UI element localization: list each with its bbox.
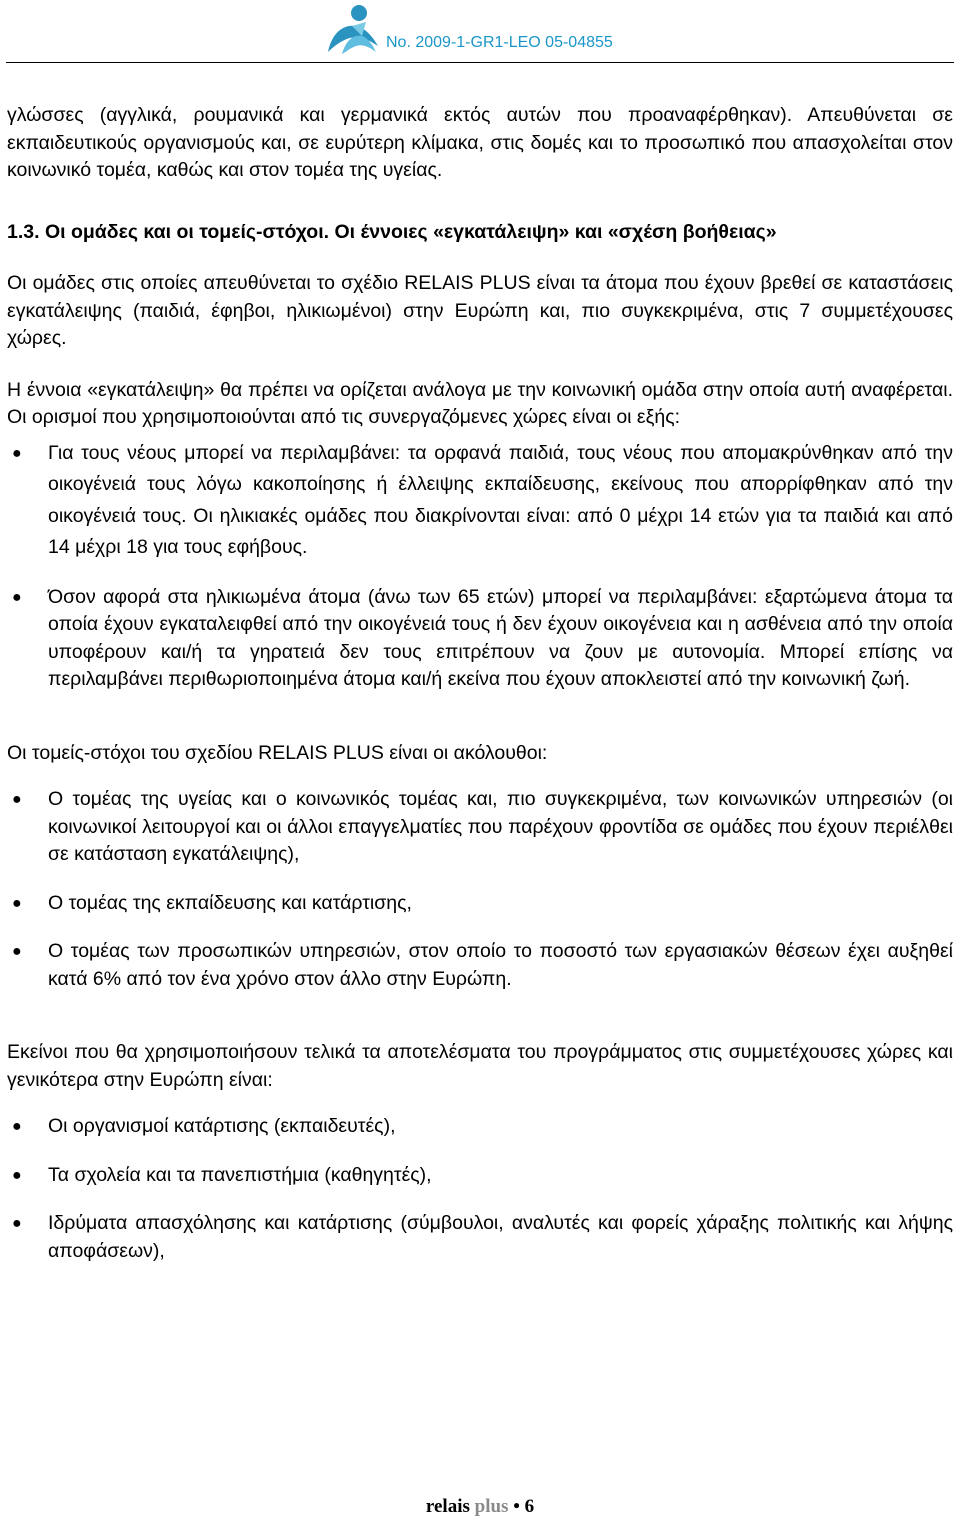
list-item bbox=[7, 1162, 953, 1190]
list-item bbox=[7, 786, 953, 869]
list-item bbox=[7, 584, 953, 694]
list-item-text: Ιδρύματα απασχόλησης και κατάρτισης (σύμβουλοι, αναλυτές και φορείς χάραξης πολιτικής και λήψης αποφάσεων), bbox=[48, 1212, 953, 1262]
header-divider bbox=[6, 62, 954, 63]
bullet-icon: ● bbox=[12, 1166, 22, 1184]
footer-brand-relais: relais bbox=[425, 1496, 470, 1517]
page-header bbox=[0, 0, 960, 66]
definition-list bbox=[7, 438, 953, 694]
list-item bbox=[7, 1210, 953, 1265]
bullet-icon: ● bbox=[12, 943, 22, 960]
section-heading: 1.3. Οι ομάδες και οι τομείς-στόχοι. Οι έννοιες «εγκατάλειψη» και «σχέση βοήθειας» bbox=[7, 220, 777, 243]
bullet-icon: ● bbox=[12, 1118, 22, 1135]
list-item bbox=[7, 1113, 953, 1141]
target-sectors-paragraph: Οι τομείς-στόχοι του σχεδίου RELAIS PLUS είναι οι ακόλουθοι: bbox=[7, 741, 548, 764]
list-item-text: Ο τομέας των προσωπικών υπηρεσιών, στον οποίο το ποσοστό των εργασιακών θέσεων έχει αυξηθεί κατά 6% από τον ένα χρόνο στον άλλο στην Ευρώπη. bbox=[48, 940, 953, 990]
list-item-text: Για τους νέους μπορεί να περιλαμβάνει: τα ορφανά παιδιά, τους νέους που απομακρύνθηκαν από την οικογένειά τους λόγω κακοποίησης ή έλλειψης εκπαίδευσης, εκείνους που απορρίφθηκαν από την οικογένειά τους. Οι ηλικιακές ομάδες που διακρίνονται είναι: από 0 μέχρι 14 ετών για τα παιδιά και από 14 μέχρι 18 για τους εφήβους. bbox=[48, 441, 953, 558]
end-users-list bbox=[7, 1113, 953, 1265]
sectors-list bbox=[7, 786, 953, 993]
page-number: 6 bbox=[524, 1496, 535, 1517]
bullet-icon: ● bbox=[12, 791, 22, 808]
bullet-icon: ● bbox=[12, 444, 22, 462]
list-item-text: Τα σχολεία και τα πανεπιστήμια (καθηγητές), bbox=[48, 1163, 432, 1186]
target-groups-paragraph: Οι ομάδες στις οποίες απευθύνεται το σχέδιο RELAIS PLUS είναι τα άτομα που έχουν βρεθεί σε καταστάσεις εγκατάλειψης (παιδιά, έφηβοι, ηλικιωμένοι) στην Ευρώπη και, πιο συγκεκριμένα, στις 7 συμμετέχουσες χώρες. bbox=[7, 272, 953, 349]
list-item bbox=[7, 438, 953, 564]
list-item bbox=[7, 938, 953, 993]
abandonment-definition-paragraph: Η έννοια «εγκατάλειψη» θα πρέπει να ορίζεται ανάλογα με την κοινωνική ομάδα στην οποία αυτή αναφέρεται. Οι ορισμοί που χρησιμοποιούνται από τις συνεργαζόμενες χώρες είναι οι εξής: bbox=[7, 378, 953, 428]
bullet-icon: ● bbox=[12, 894, 22, 912]
end-users-paragraph: Εκείνοι που θα χρησιμοποιήσουν τελικά τα αποτελέσματα του προγράμματος στις συμμετέχουσες χώρες και γενικότερα στην Ευρώπη είναι: bbox=[7, 1041, 953, 1091]
list-item bbox=[7, 890, 953, 918]
list-item-text: Ο τομέας της υγείας και ο κοινωνικός τομέας και, πιο συγκεκριμένα, των κοινωνικών υπηρεσιών (οι κοινωνικοί λειτουργοί και οι άλλοι επαγγελματίες που παρέχουν φροντίδα σε ομάδες που έχουν περιέλθει σε κατάσταση εγκατάλειψης), bbox=[48, 788, 953, 865]
intro-paragraph: γλώσσες (αγγλικά, ρουμανικά και γερμανικά εκτός αυτών που προαναφέρθηκαν). Απευθύνεται σε εκπαιδευτικούς οργανισμούς και, σε ευρύτερη κλίμακα, στις δομές και το προσωπικό που απασχολείται στον κοινωνικό τομέα, καθώς και στον τομέα της υγείας. bbox=[7, 104, 953, 181]
bullet-icon: ● bbox=[12, 588, 22, 606]
footer-brand-plus: plus bbox=[474, 1496, 509, 1517]
list-item-text: Όσον αφορά στα ηλικιωμένα άτομα (άνω των 65 ετών) μπορεί να περιλαμβάνει: εξαρτώμενα άτομα τα οποία έχουν εγκαταλειφθεί από την οικογένειά τους ή δεν έχουν οικογένεια και η ασθένεια από την οποία υποφέρουν και/ή τα γηρατειά δεν τους επιτρέπουν να ζουν με αυτονομία. Μπορεί επίσης να περιλαμβάνει περιθωριοποιημένα άτομα και/ή εκείνα που έχουν αποκλειστεί από την κοινωνική ζωή. bbox=[48, 585, 953, 690]
document-body bbox=[7, 102, 953, 1265]
bullet-icon: ● bbox=[12, 1215, 22, 1232]
project-number: No. 2009-1-GR1-LEO 05-04855 bbox=[386, 34, 613, 51]
page-footer bbox=[0, 1496, 960, 1518]
footer-separator: • bbox=[513, 1496, 520, 1517]
relais-plus-logo-icon bbox=[322, 2, 382, 54]
list-item-text: Οι οργανισμοί κατάρτισης (εκπαιδευτές), bbox=[48, 1115, 396, 1137]
list-item-text: Ο τομέας της εκπαίδευσης και κατάρτισης, bbox=[48, 891, 412, 914]
